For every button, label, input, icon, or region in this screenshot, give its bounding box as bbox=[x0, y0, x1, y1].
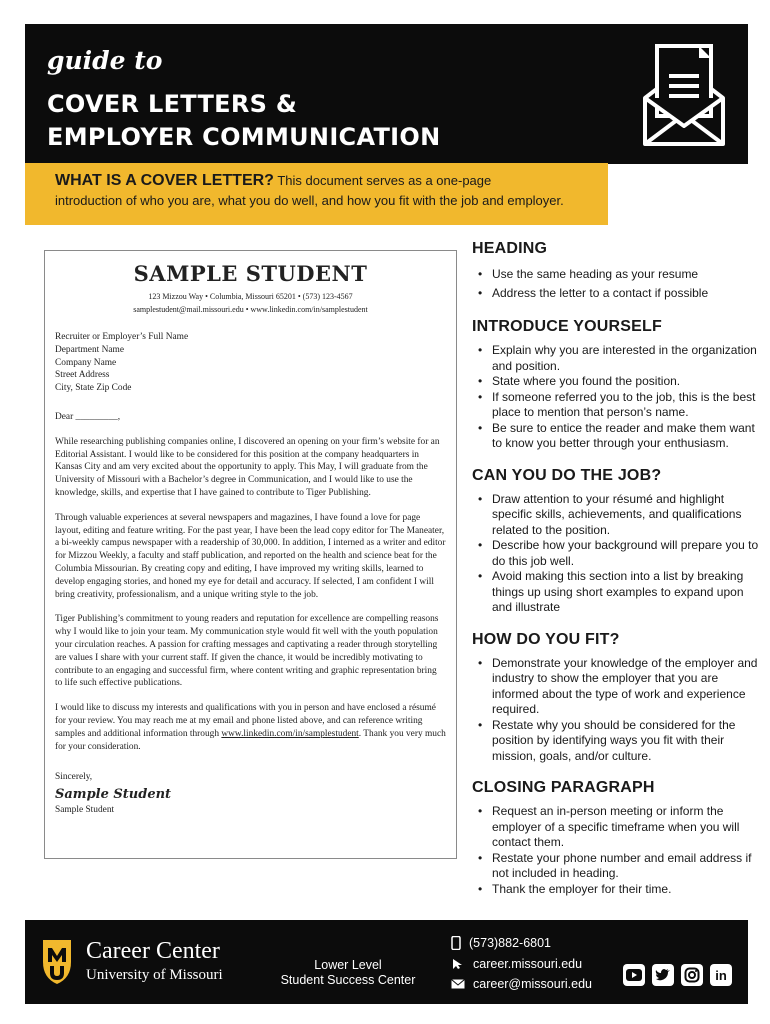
phone-icon bbox=[451, 936, 461, 950]
linkedin-link[interactable]: www.linkedin.com/in/samplestudent bbox=[221, 728, 359, 739]
location-line-2: Student Success Center bbox=[280, 973, 416, 987]
list-item: • Draw attention to your résumé and highlight specific skills, achievements, and qualifications related to the position. bbox=[478, 491, 742, 537]
list-item: • Restate your phone number and email address if not included in heading. bbox=[478, 850, 752, 880]
section-title: CAN YOU DO THE JOB? bbox=[472, 466, 662, 484]
list-item-text: Address the letter to a contact if possible bbox=[492, 285, 709, 300]
intro-banner bbox=[25, 163, 608, 225]
location-line-1: Lower Level bbox=[314, 958, 382, 972]
list-item: • If someone referred you to the job, this is the best place to mention that person’s name. bbox=[478, 389, 756, 419]
mizzou-logo-icon bbox=[41, 938, 73, 986]
mouse-pointer-icon bbox=[451, 958, 465, 970]
intro-heading: WHAT IS A COVER LETTER? bbox=[55, 172, 274, 189]
address-line: Department Name bbox=[55, 344, 124, 355]
email-row bbox=[451, 977, 592, 991]
section-title: HOW DO YOU FIT? bbox=[472, 630, 620, 648]
letter-salutation: Dear _________, bbox=[55, 411, 121, 422]
list-item-text: Explain why you are interested in the organization and position. bbox=[492, 343, 757, 373]
youtube-icon[interactable] bbox=[623, 964, 645, 986]
linkedin-icon[interactable]: in bbox=[710, 964, 732, 986]
list-item: • Describe how your background will prepare you to do this job well. bbox=[478, 538, 759, 568]
email-icon bbox=[451, 979, 465, 989]
twitter-icon[interactable] bbox=[652, 964, 674, 986]
letter-printed-name: Sample Student bbox=[55, 805, 115, 816]
address-line: Recruiter or Employer’s Full Name bbox=[55, 332, 189, 342]
list-item-text: If someone referred you to the job, this is the best place to mention that person’s name. bbox=[492, 389, 756, 419]
address-line: City, State Zip Code bbox=[55, 383, 132, 394]
list-item-text: State where you found the position. bbox=[492, 374, 681, 388]
letter-signature: Sample Student bbox=[55, 787, 172, 803]
sample-letter bbox=[44, 250, 457, 859]
paragraph-4-end: . Thank you very much for your consideration. bbox=[55, 728, 446, 752]
list-item-text: Avoid making this section into a list by breaking things up using short examples to expand upon and illustrate bbox=[492, 569, 744, 614]
phone-row bbox=[451, 936, 551, 950]
guidance-column bbox=[472, 239, 762, 897]
career-center-name: Career Center bbox=[86, 938, 220, 964]
location bbox=[278, 958, 418, 988]
list-item-text: Be sure to entice the reader and make them want to know you better through your enthusiasm. bbox=[492, 420, 755, 450]
letter-paragraph-1: While researching publishing companies online, I discovered an opening on your firm’s website for an Editorial Assistant. I would like to be considered for this position at the company headquarters in Kansas City and am very excited about the opportunity to apply. This May, I will graduate from the University of Missouri with a Bachelor’s degree in Communication, and I would like to use the knowledge, skills, and expertise that I have gained to contribute to Tiger Publishing. bbox=[55, 436, 440, 498]
website-row bbox=[451, 957, 582, 971]
list-item: • Demonstrate your knowledge of the employer and industry to show the employer that you are informed about the type of work and experience required. bbox=[478, 655, 758, 716]
list-item: • Restate why you should be considered for the position by identifying ways you fit with their mission, goals, and/or culture. bbox=[478, 717, 736, 763]
university-name: University of Missouri bbox=[86, 967, 223, 983]
social-links bbox=[623, 964, 739, 986]
letter-paragraph-4 bbox=[55, 702, 446, 753]
address-line: Company Name bbox=[55, 357, 117, 368]
section-closing bbox=[472, 778, 762, 897]
list-item-text: Request an in-person meeting or inform the employer of a specific timeframe when you will contact them. bbox=[492, 804, 740, 849]
section-can-you-do bbox=[472, 466, 762, 616]
section-title: HEADING bbox=[472, 240, 548, 257]
instagram-icon[interactable] bbox=[681, 964, 703, 986]
letter-closing: Sincerely, bbox=[55, 772, 93, 783]
intro-text: This document serves as a one-page bbox=[277, 173, 492, 188]
list-item: • Use the same heading as your resume bbox=[478, 267, 699, 281]
list-item: • Be sure to entice the reader and make them want to know you better through your enthusiasm. bbox=[478, 420, 755, 450]
list-item-text: Draw attention to your résumé and highlight specific skills, achievements, and qualifications related to the position. bbox=[492, 491, 742, 537]
paragraph-4-text: I would like to discuss my interests and qualifications with you in person and have enclosed a résumé for your review. You may reach me at my email and phone listed above, and can reference writing samples and additional information through bbox=[55, 703, 436, 739]
letter-contact-line-2: samplestudent@mail.missouri.edu • www.linkedin.com/in/samplestudent bbox=[133, 305, 368, 314]
list-item-text: Restate your phone number and email address if not included in heading. bbox=[492, 850, 752, 880]
intro-text-line-2: introduction of who you are, what you do well, and how you fit with the job and employer. bbox=[55, 193, 564, 208]
list-item: • Request an in-person meeting or inform the employer of a specific timeframe when you will contact them. bbox=[478, 804, 740, 849]
list-item: • Address the letter to a contact if possible bbox=[478, 285, 709, 300]
list-item-text: Use the same heading as your resume bbox=[492, 267, 699, 281]
letter-paragraph-3: Tiger Publishing’s commitment to young readers and reputation for excellence are compelling reasons why I would like to join your team. My communication style would fit well with the youth population your circulation reaches. A passion for crafting messages and captivating a reader through storytelling are values I share with your current staff. If given the chance, it would be incredibly motivating to contribute to an engaging and successful firm, where content writing and graphic representation bring to life such effective publications. bbox=[55, 614, 439, 689]
letter-paragraph-2: Through valuable experiences at several newspapers and magazines, I have found a love for page layout, editing and feature writing. For the past year, I have been the lead copy editor for The Maneater, a bi-weekly campus newspaper with a readership of 30,000. In addition, I interned as a writer and editor for Mizzou Weekly, a faculty and staff publication, and reported on the health and science beat for the Columbia Missourian. By creating copy and editing, I have improved my writing skills, learned to develop engaging stories, and honed my eye for detail and accuracy. If selected, I am confident I will bring creativity, professionalism, and a unique writing style to the job. bbox=[55, 512, 446, 600]
section-how-fit bbox=[472, 630, 762, 765]
email-link[interactable]: career@missouri.edu bbox=[473, 977, 592, 991]
section-title: INTRODUCE YOURSELF bbox=[472, 318, 662, 335]
list-item-text: Restate why you should be considered for the position by identifying ways you fit with their mission, goals, and/or culture. bbox=[492, 717, 736, 763]
list-item: • Avoid making this section into a list by breaking things up using short examples to expand upon and illustrate bbox=[478, 569, 744, 614]
title-line-2: EMPLOYER COMMUNICATION bbox=[47, 123, 441, 151]
envelope-letter-icon bbox=[639, 40, 729, 150]
guide-header bbox=[25, 24, 748, 164]
letter-contact bbox=[55, 290, 446, 316]
section-heading bbox=[472, 239, 762, 301]
letter-recipient-address bbox=[55, 331, 446, 395]
list-item: • State where you found the position. bbox=[478, 374, 681, 388]
address-line: Street Address bbox=[55, 370, 110, 381]
footer bbox=[25, 920, 748, 1004]
list-item-text: Thank the employer for their time. bbox=[492, 881, 672, 896]
page-title bbox=[47, 88, 440, 154]
list-item-text: Describe how your background will prepare you to do this job well. bbox=[492, 538, 759, 568]
list-item-text: Demonstrate your knowledge of the employer and industry to show the employer that you are informed about the type of work and experience required. bbox=[492, 655, 758, 716]
letter-student-name: SAMPLE STUDENT bbox=[133, 261, 368, 286]
guide-to-label: guide to bbox=[47, 46, 163, 75]
section-title: CLOSING PARAGRAPH bbox=[472, 779, 655, 796]
section-introduce bbox=[472, 317, 762, 452]
list-item: • Thank the employer for their time. bbox=[478, 881, 672, 896]
phone-number[interactable]: (573)882-6801 bbox=[469, 936, 552, 950]
list-item: • Explain why you are interested in the organization and position. bbox=[478, 343, 757, 373]
letter-contact-line-1: 123 Mizzou Way • Columbia, Missouri 65201 • (573) 123-4567 bbox=[148, 292, 353, 301]
title-line-1: COVER LETTERS & bbox=[47, 90, 298, 118]
website-link[interactable]: career.missouri.edu bbox=[473, 957, 583, 971]
